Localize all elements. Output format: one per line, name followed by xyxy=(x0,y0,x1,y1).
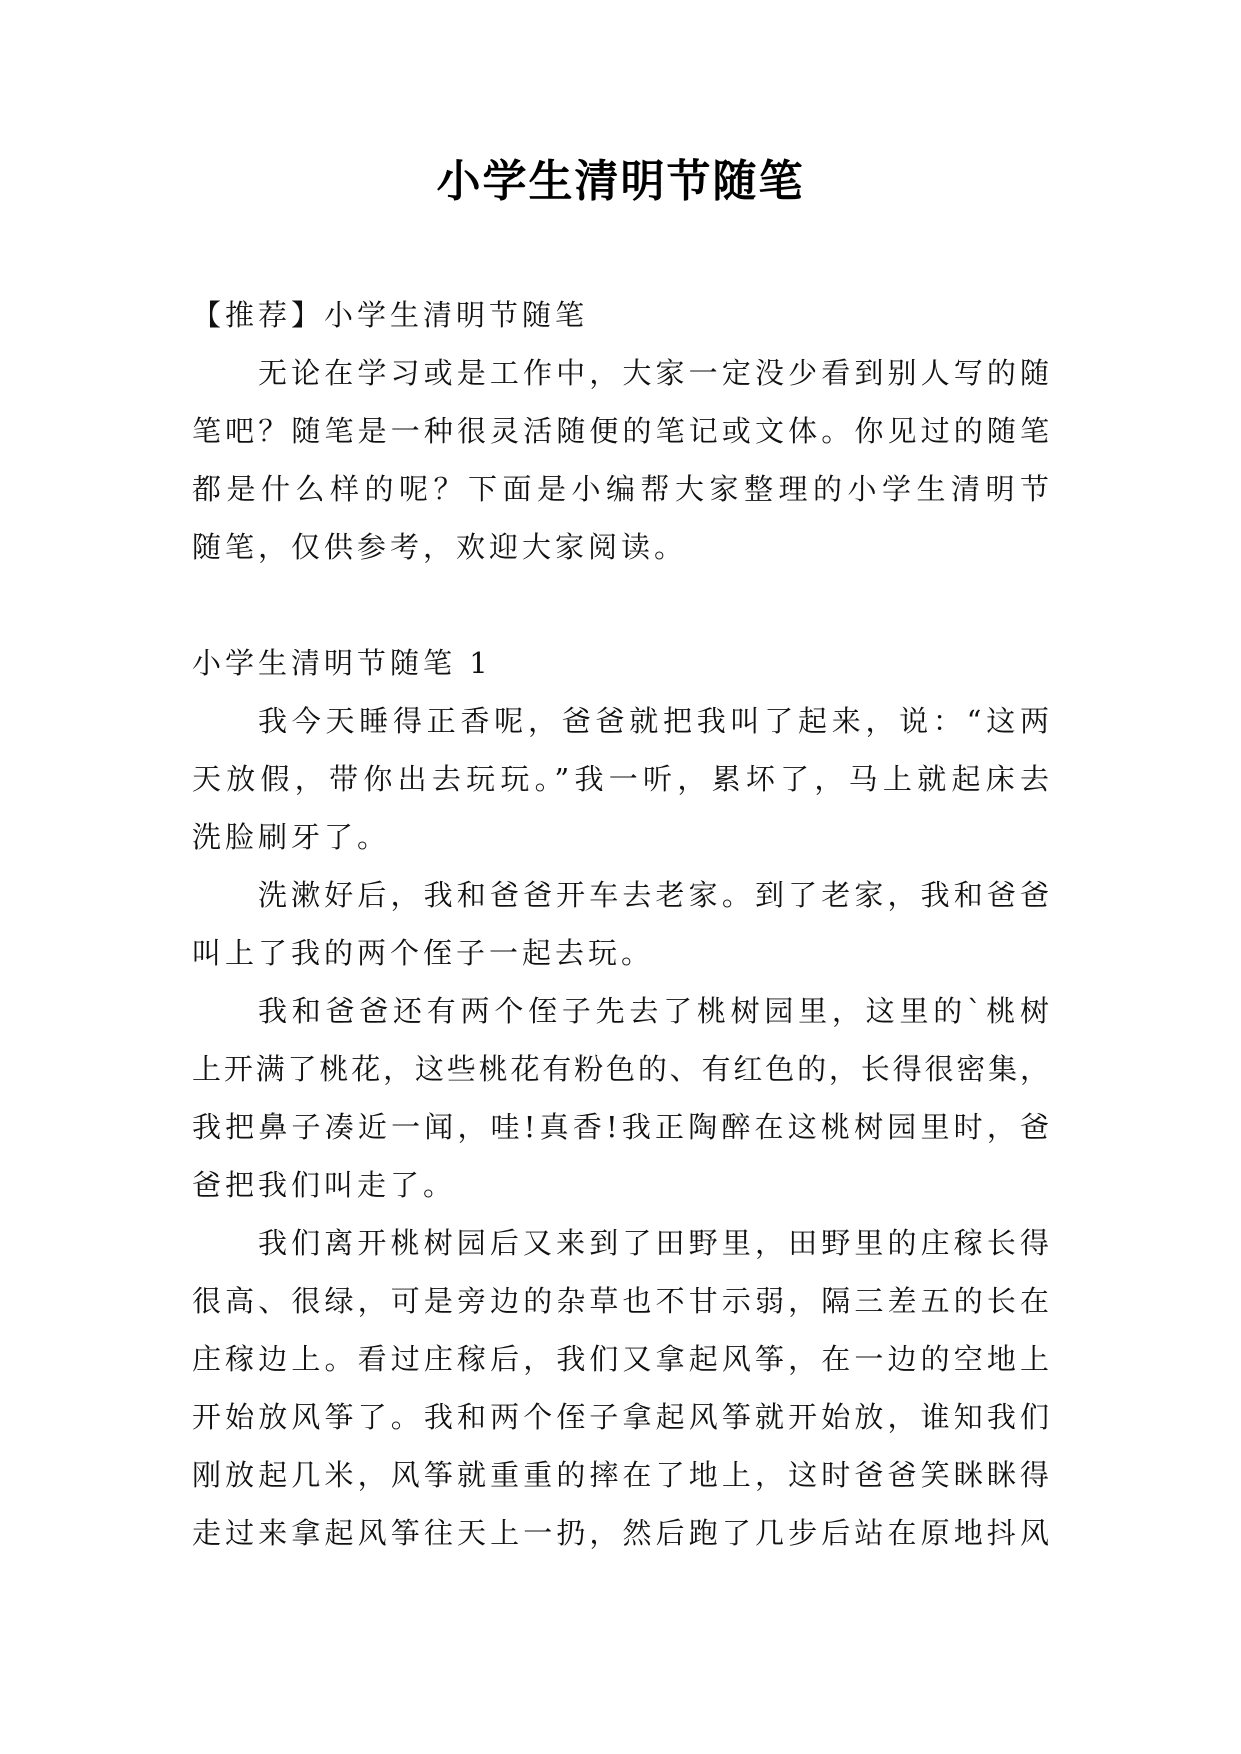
paragraph-line: 走过来拿起风筝往天上一扔，然后跑了几步后站在原地抖风 xyxy=(192,1516,1049,1550)
paragraph-1 xyxy=(192,692,1049,866)
paragraph-line: 庄稼边上。看过庄稼后，我们又拿起风筝，在一边的空地上 xyxy=(192,1342,1049,1376)
paragraph-line: 上开满了桃花，这些桃花有粉色的、有红色的，长得很密集， xyxy=(192,1052,1049,1086)
paragraph-line: 很高、很绿，可是旁边的杂草也不甘示弱，隔三差五的长在 xyxy=(192,1284,1049,1318)
paragraph-line: 洗漱好后，我和爸爸开车去老家。到了老家，我和爸爸 xyxy=(258,878,1049,912)
paragraph-line: 随笔，仅供参考，欢迎大家阅读。 xyxy=(192,530,688,564)
paragraph-3 xyxy=(192,982,1049,1214)
section-heading: 小学生清明节随笔 1 xyxy=(192,646,492,680)
document-title: 小学生清明节随笔 xyxy=(436,156,805,207)
paragraph-line: 刚放起几米，风筝就重重的摔在了地上，这时爸爸笑眯眯得 xyxy=(192,1458,1049,1492)
paragraph-2 xyxy=(192,866,1049,982)
paragraph-line: 天放假，带你出去玩玩。”我一听，累坏了，马上就起床去 xyxy=(192,762,1049,796)
paragraph-line: 无论在学习或是工作中，大家一定没少看到别人写的随 xyxy=(258,356,1049,390)
document-body xyxy=(192,286,1049,1562)
paragraph-line: 都是什么样的呢？下面是小编帮大家整理的小学生清明节 xyxy=(192,472,1049,506)
paragraph-line: 我和爸爸还有两个侄子先去了桃树园里，这里的`桃树 xyxy=(258,994,1049,1028)
paragraph-line: 笔吧？随笔是一种很灵活随便的笔记或文体。你见过的随笔 xyxy=(192,414,1049,448)
intro-paragraph xyxy=(192,344,1049,576)
recommend-heading: 【推荐】小学生清明节随笔 xyxy=(192,298,589,332)
paragraph-line: 我今天睡得正香呢，爸爸就把我叫了起来，说：“这两 xyxy=(258,704,1049,738)
paragraph-4 xyxy=(192,1214,1049,1562)
paragraph-line: 洗脸刷牙了。 xyxy=(192,820,391,854)
paragraph-line: 我把鼻子凑近一闻，哇!真香!我正陶醉在这桃树园里时，爸 xyxy=(192,1110,1049,1144)
paragraph-line: 叫上了我的两个侄子一起去玩。 xyxy=(192,936,655,970)
paragraph-line: 爸把我们叫走了。 xyxy=(192,1168,457,1202)
paragraph-line: 我们离开桃树园后又来到了田野里，田野里的庄稼长得 xyxy=(258,1226,1049,1260)
paragraph-line: 开始放风筝了。我和两个侄子拿起风筝就开始放，谁知我们 xyxy=(192,1400,1049,1434)
blank-line xyxy=(192,576,1049,634)
